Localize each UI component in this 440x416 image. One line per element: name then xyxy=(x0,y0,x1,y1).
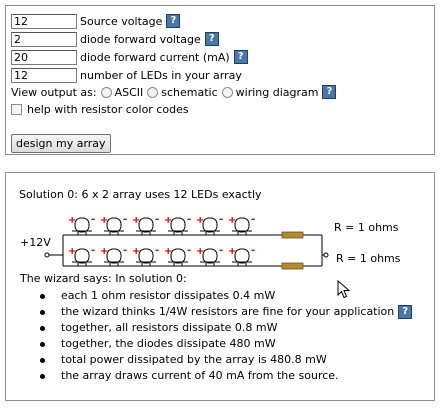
note-text: together, all resistors dissipate 0.8 mW xyxy=(61,321,278,334)
resistor-icon xyxy=(282,232,303,238)
note-item xyxy=(36,368,412,384)
note-text: the array draws current of 40 mA from the source. xyxy=(61,369,339,382)
led-plus-mark: + xyxy=(100,215,109,226)
diode-forward-voltage-row xyxy=(11,31,219,47)
led-plus-mark: + xyxy=(164,246,173,257)
view-output-row xyxy=(11,84,336,100)
note-item xyxy=(36,336,412,352)
output-wiring-diagram-label: wiring diagram xyxy=(235,85,319,99)
mouse-pointer-icon xyxy=(337,280,351,300)
led-minus-mark: - xyxy=(123,214,128,225)
led-minus-mark: - xyxy=(187,245,192,256)
led-plus-mark: + xyxy=(132,215,141,226)
led-minus-mark: - xyxy=(91,245,96,256)
led-icon xyxy=(107,218,121,232)
bullet-icon xyxy=(40,310,45,315)
result-panel xyxy=(5,172,435,401)
color-codes-checkbox[interactable] xyxy=(11,104,22,115)
note-text: each 1 ohm resistor dissipates 0.4 mW xyxy=(61,289,276,302)
help-icon[interactable]: ? xyxy=(166,14,180,28)
diode-forward-current-row xyxy=(11,49,248,65)
note-text: together, the diodes dissipate 480 mW xyxy=(61,337,276,350)
diode-forward-voltage-field[interactable] xyxy=(11,32,77,47)
diode-forward-current-label: diode forward current (mA) xyxy=(80,50,230,64)
note-text: the wizard thinks 1/4W resistors are fine for your application xyxy=(61,305,395,318)
led-plus-mark: + xyxy=(228,215,237,226)
output-ascii-label: ASCII xyxy=(114,85,144,99)
led-icon xyxy=(203,249,217,263)
led-minus-mark: - xyxy=(155,214,160,225)
led-plus-mark: + xyxy=(68,246,77,257)
note-item xyxy=(36,304,412,320)
help-icon[interactable]: ? xyxy=(205,32,219,46)
note-item xyxy=(36,320,412,336)
led-plus-mark: + xyxy=(100,246,109,257)
led-icon xyxy=(139,218,153,232)
led-icon xyxy=(75,218,89,232)
input-form-panel xyxy=(5,5,435,155)
led-icon xyxy=(107,249,121,263)
diode-forward-voltage-label: diode forward voltage xyxy=(80,32,201,46)
led-minus-mark: - xyxy=(251,245,256,256)
led-plus-mark: + xyxy=(196,246,205,257)
design-array-button[interactable]: design my array xyxy=(11,134,111,153)
led-icon xyxy=(235,249,249,263)
led-plus-mark: + xyxy=(228,246,237,257)
output-wiring-diagram-radio[interactable] xyxy=(222,87,233,98)
bullet-icon xyxy=(40,326,45,331)
solution-title: Solution 0: 6 x 2 array uses 12 LEDs exactly xyxy=(19,188,262,201)
led-plus-mark: + xyxy=(68,215,77,226)
output-terminal xyxy=(324,253,328,257)
bullet-icon xyxy=(40,342,45,347)
led-icon xyxy=(235,218,249,232)
led-count-field[interactable] xyxy=(11,68,77,83)
resistor-icon xyxy=(282,263,303,269)
source-voltage-field[interactable] xyxy=(11,14,77,29)
led-minus-mark: - xyxy=(219,245,224,256)
source-voltage-row xyxy=(11,13,180,29)
output-ascii-radio[interactable] xyxy=(101,87,112,98)
bullet-icon xyxy=(40,294,45,299)
source-terminal xyxy=(45,253,49,257)
led-minus-mark: - xyxy=(155,245,160,256)
note-text: total power dissipated by the array is 480.8 mW xyxy=(61,353,327,366)
help-icon[interactable]: ? xyxy=(234,50,248,64)
led-icon xyxy=(203,218,217,232)
note-item xyxy=(36,288,412,304)
led-minus-mark: - xyxy=(219,214,224,225)
source-voltage-node-label: +12V xyxy=(20,236,51,249)
color-codes-label: help with resistor color codes xyxy=(27,102,189,116)
output-schematic-radio[interactable] xyxy=(147,87,158,98)
led-minus-mark: - xyxy=(91,214,96,225)
output-schematic-label: schematic xyxy=(161,85,218,99)
led-icon xyxy=(171,249,185,263)
led-count-row xyxy=(11,67,242,83)
resistor-label-bottom: R = 1 ohms xyxy=(336,252,401,265)
led-minus-mark: - xyxy=(187,214,192,225)
resistor-label-top: R = 1 ohms xyxy=(334,221,399,234)
led-icon xyxy=(139,249,153,263)
bullet-icon xyxy=(40,374,45,379)
note-item xyxy=(36,352,412,368)
view-output-label: View output as: xyxy=(11,85,97,99)
led-plus-mark: + xyxy=(132,246,141,257)
wizard-intro: The wizard says: In solution 0: xyxy=(20,272,187,285)
source-voltage-label: Source voltage xyxy=(80,14,163,28)
wizard-notes-list xyxy=(36,288,412,384)
led-minus-mark: - xyxy=(251,214,256,225)
led-icon xyxy=(171,218,185,232)
diode-forward-current-field[interactable] xyxy=(11,50,77,65)
led-minus-mark: - xyxy=(123,245,128,256)
bullet-icon xyxy=(40,358,45,363)
help-icon[interactable]: ? xyxy=(322,85,336,99)
color-codes-row xyxy=(11,101,189,117)
help-icon[interactable]: ? xyxy=(398,305,412,319)
led-plus-mark: + xyxy=(164,215,173,226)
led-count-label: number of LEDs in your array xyxy=(80,68,242,82)
led-icon xyxy=(75,249,89,263)
led-plus-mark: + xyxy=(196,215,205,226)
